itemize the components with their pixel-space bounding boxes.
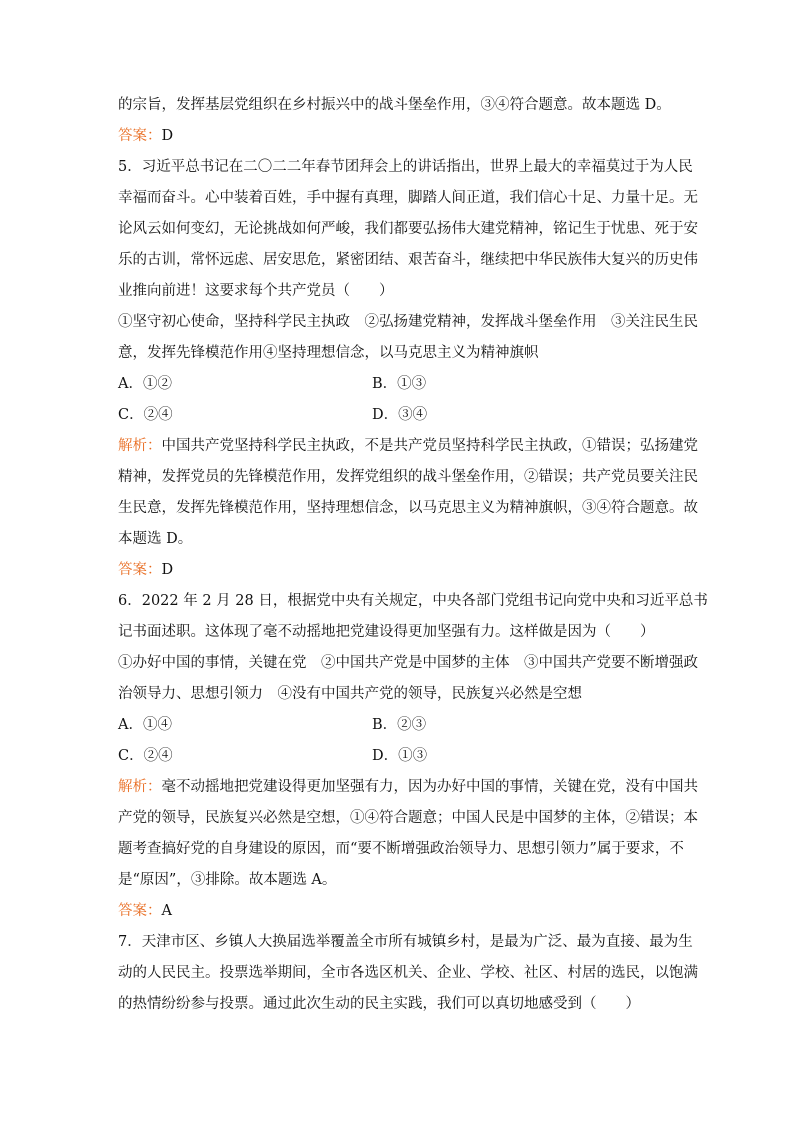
option-b: B．①③ (372, 376, 427, 392)
question-5-line: 5．习近平总书记在二〇二二年春节团拜会上的讲话指出，世界上最大的幸福莫过于为人民 (118, 159, 693, 175)
analysis-text: 毫不动摇地把党建设得更加坚强有力，因为办好中国的事情，关键在党，没有中国共 (161, 779, 698, 795)
answer-value: A (161, 903, 172, 919)
option-d: D．③④ (372, 407, 428, 423)
analysis-line (118, 778, 698, 796)
question-5-line: 论风云如何变幻，无论挑战如何严峻，我们都要弘扬伟大建党精神，铭记生于忧患、死于安 (118, 221, 698, 237)
answer-line (118, 561, 678, 579)
answer-value: D (161, 128, 174, 144)
answer-label: 答案： (118, 903, 162, 919)
analysis-line: 本题选 D。 (118, 531, 193, 547)
answer-value: D (161, 562, 174, 578)
analysis-line: 题考查搞好党的自身建设的原因，而“要不断增强政治领导力、思想引领力”属于要求，不 (118, 841, 684, 857)
option-c: C．②④ (118, 748, 173, 764)
question-6-line: 记书面述职。这体现了毫不动摇地把党建设得更加坚强有力。这样做是因为（ ） (118, 624, 655, 640)
question-6-item: ①办好中国的事情，关键在党 ②中国共产党是中国梦的主体 ③中国共产党要不断增强政 (118, 655, 698, 671)
analysis-line: 产党的领导，民族复兴必然是空想，①④符合题意；中国人民是中国梦的主体，②错误；本 (118, 810, 698, 826)
answer-line (118, 902, 678, 920)
question-6-options-row (118, 747, 678, 765)
option-b: B．②③ (372, 717, 427, 733)
question-6-options-row (118, 716, 678, 734)
option-a: A．①④ (118, 717, 172, 733)
question-5-options-row (118, 406, 678, 424)
text-line: 的宗旨，发挥基层党组织在乡村振兴中的战斗堡垒作用，③④符合题意。故本题选 D。 (118, 97, 671, 113)
option-a: A．①② (118, 376, 172, 392)
question-7-line: 的热情纷纷参与投票。通过此次生动的民主实践，我们可以真切地感受到（ ） (118, 996, 640, 1012)
option-c: C．②④ (118, 407, 173, 423)
question-7-line: 动的人民民主。投票选举期间，全市各选区机关、企业、学校、社区、村居的选民，以饱满 (118, 965, 698, 981)
question-5-item: 意，发挥先锋模范作用④坚持理想信念，以马克思主义为精神旗帜 (118, 345, 539, 361)
analysis-label: 解析： (118, 779, 162, 795)
question-6-line: 6．2022 年 2 月 28 日，根据党中央有关规定，中央各部门党组书记向党中央和习近平总书 (118, 593, 708, 609)
question-5-line: 乐的古训，常怀远虑、居安思危，紧密团结、艰苦奋斗，继续把中华民族伟大复兴的历史伟 (118, 252, 698, 268)
question-5-options-row (118, 375, 678, 393)
question-5-item: ①坚守初心使命，坚持科学民主执政 ②弘扬建党精神，发挥战斗堡垒作用 ③关注民生民 (118, 314, 698, 330)
analysis-text: 中国共产党坚持科学民主执政，不是共产党员坚持科学民主执政，①错误；弘扬建党 (161, 438, 698, 454)
question-6-item: 治领导力、思想引领力 ④没有中国共产党的领导，民族复兴必然是空想 (118, 686, 582, 702)
question-5-line: 业推向前进！这要求每个共产党员（ ） (118, 283, 394, 299)
analysis-label: 解析： (118, 438, 162, 454)
option-d: D．①③ (372, 748, 428, 764)
analysis-line: 是“原因”，③排除。故本题选 A。 (118, 872, 337, 888)
answer-line (118, 127, 678, 145)
analysis-line: 精神，发挥党员的先锋模范作用，发挥党组织的战斗堡垒作用，②错误；共产党员要关注民 (118, 469, 698, 485)
analysis-line: 生民意，发挥先锋模范作用，坚持理想信念，以马克思主义为精神旗帜，③④符合题意。故 (118, 500, 698, 516)
document-page (118, 96, 708, 1013)
answer-label: 答案： (118, 562, 162, 578)
answer-label: 答案： (118, 128, 162, 144)
question-7-line: 7．天津市区、乡镇人大换届选举覆盖全市所有城镇乡村，是最为广泛、最为直接、最为生 (118, 934, 693, 950)
analysis-line (118, 437, 698, 455)
question-5-line: 幸福而奋斗。心中装着百姓，手中握有真理，脚踏人间正道，我们信心十足、力量十足。无 (118, 190, 698, 206)
